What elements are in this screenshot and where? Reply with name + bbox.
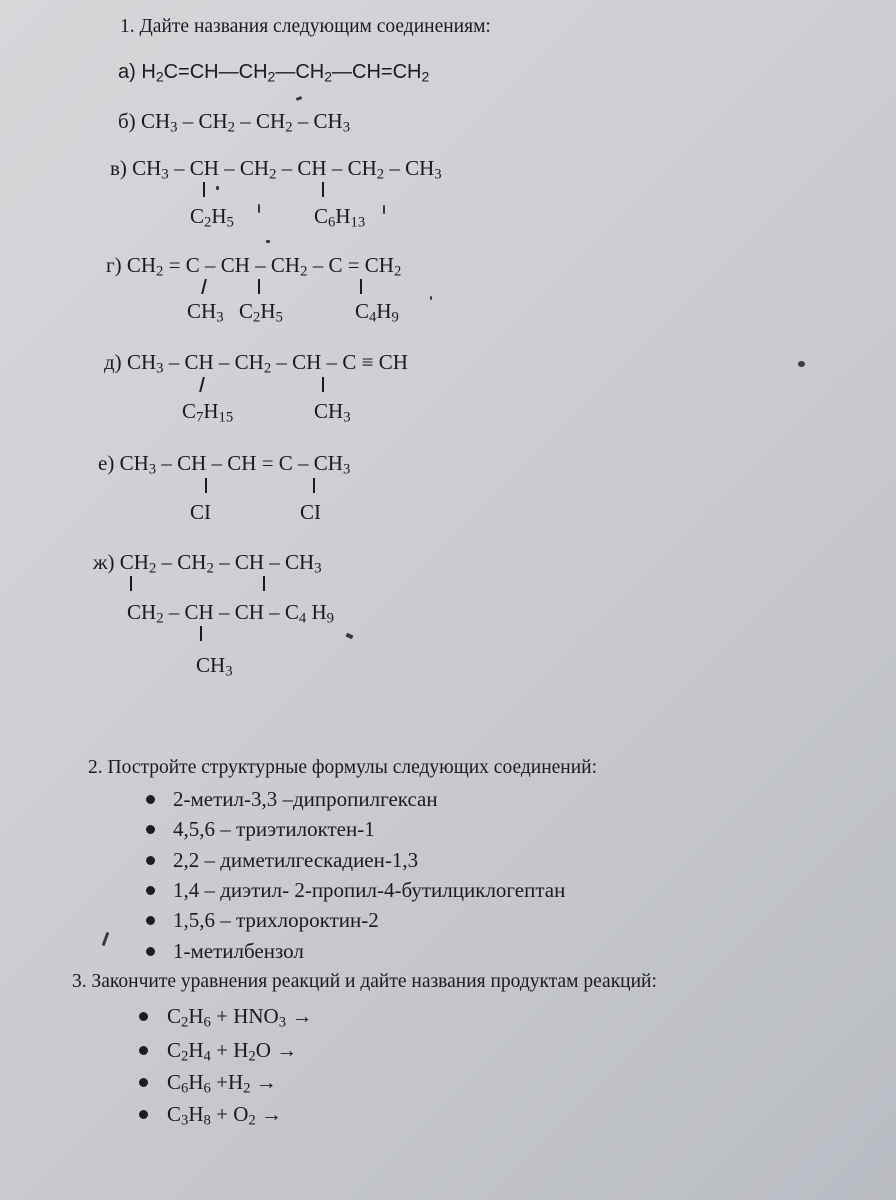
formula-e — [98, 451, 351, 478]
substituent-zh-1: $CH_3$ — [196, 653, 233, 680]
substituent-g-1: $CH_3$ — [187, 299, 224, 326]
bullet-icon — [139, 1110, 148, 1119]
formula-v — [110, 156, 442, 183]
bond-line — [322, 182, 324, 197]
bond-line — [258, 279, 260, 294]
bond-line — [360, 279, 362, 294]
formula-zh-row2: $CH_2$ – CH – CH – $C_4$ $H_9$ — [127, 600, 334, 627]
pen-mark — [216, 186, 219, 190]
formula-label: е) — [98, 451, 115, 475]
bond-line — [203, 182, 205, 197]
reaction-item: $C_3H_8 + O_2$ → — [167, 1102, 282, 1129]
formula-a-main: $H_2C=CH—CH_2—CH_2—CH=CH_2$ — [141, 61, 430, 85]
list-item: 4,5,6 – триэтилоктен-1 — [173, 817, 375, 841]
substituent-d-2: $CH_3$ — [314, 399, 351, 426]
pen-mark — [430, 296, 432, 300]
list-item: 1,4 – диэтил- 2-пропил-4-бутилциклогептан — [173, 878, 566, 902]
reaction-item: $C_2H_4 + H_2O$ → — [167, 1038, 298, 1065]
task2-heading: 2. Постройте структурные формулы следующих соединений: — [88, 757, 598, 778]
substituent-d-1: $C_7H_{15}$ — [182, 399, 234, 426]
bond-line — [205, 478, 207, 493]
pen-mark — [345, 633, 353, 640]
bullet-icon — [146, 886, 155, 895]
reaction-item: $C_2H_6 + HNO_3$ → — [167, 1004, 313, 1031]
list-item: 2-метил-3,3 –дипропилгексан — [173, 787, 438, 811]
formula-label: б) — [118, 109, 136, 133]
pen-mark — [266, 240, 270, 243]
task3-heading: 3. Закончите уравнения реакций и дайте названия продуктам реакций: — [72, 971, 657, 992]
pen-mark — [798, 361, 805, 367]
bond-line — [313, 478, 315, 493]
pen-mark — [258, 204, 260, 213]
pen-mark — [296, 96, 303, 101]
bullet-icon — [146, 825, 155, 834]
substituent-e-1: CI — [190, 500, 211, 524]
bullet-icon — [139, 1046, 148, 1055]
bond-line — [322, 377, 324, 392]
formula-zh — [93, 550, 322, 577]
bullet-icon — [146, 856, 155, 865]
pen-mark — [102, 932, 110, 946]
task1-heading: 1. Дайте названия следующим соединениям: — [120, 16, 491, 37]
bullet-icon — [139, 1078, 148, 1087]
formula-zh-row1: $CH_2 - CH_2$ – CH – $CH_3$ — [119, 550, 322, 577]
pen-mark — [383, 205, 385, 214]
bond-line — [199, 377, 205, 392]
formula-b — [118, 109, 351, 136]
substituent-v-2: $C_6H_{13}$ — [314, 204, 366, 231]
formula-d-main: $CH_3$ – CH – $CH_2$ – CH – C ≡ CH — [126, 350, 408, 377]
substituent-g-2: $C_2H_5$ — [239, 299, 283, 326]
list-item: 1-метилбензол — [173, 939, 304, 963]
formula-v-main: $CH_3$ – CH – $CH_2$ – CH – $CH_2 - CH_3$ — [132, 156, 442, 183]
bullet-icon — [146, 916, 155, 925]
list-item: 2,2 – диметилгескадиен-1,3 — [173, 848, 419, 872]
bond-line — [201, 279, 207, 294]
formula-d — [104, 350, 408, 377]
formula-label: д) — [104, 350, 122, 374]
formula-b-main: $CH_3 - CH_2 - CH_2 - CH_3$ — [140, 109, 351, 136]
formula-label: г) — [106, 253, 122, 277]
substituent-g-3: $C_4H_9$ — [355, 299, 399, 326]
bullet-icon — [146, 947, 155, 956]
formula-a — [118, 60, 429, 84]
formula-e-main: $CH_3$ – CH – CH = C – $CH_3$ — [119, 451, 351, 478]
formula-g-main: $CH_2 = C$ – CH – $CH_2 - C = CH_2$ — [126, 253, 402, 280]
formula-label: в) — [110, 156, 127, 180]
bullet-icon — [139, 1012, 148, 1021]
formula-label: ж) — [93, 550, 115, 574]
formula-label: а) — [118, 61, 136, 83]
reaction-item: $C_6H_6 +H_2$ → — [167, 1070, 277, 1097]
substituent-e-2: CI — [300, 500, 321, 524]
bond-line — [263, 576, 265, 591]
bullet-icon — [146, 795, 155, 804]
substituent-v-1: $C_2H_5$ — [190, 204, 234, 231]
bond-line — [130, 576, 132, 591]
list-item: 1,5,6 – трихлороктин-2 — [173, 908, 379, 932]
bond-line — [200, 626, 202, 641]
formula-g — [106, 253, 402, 280]
